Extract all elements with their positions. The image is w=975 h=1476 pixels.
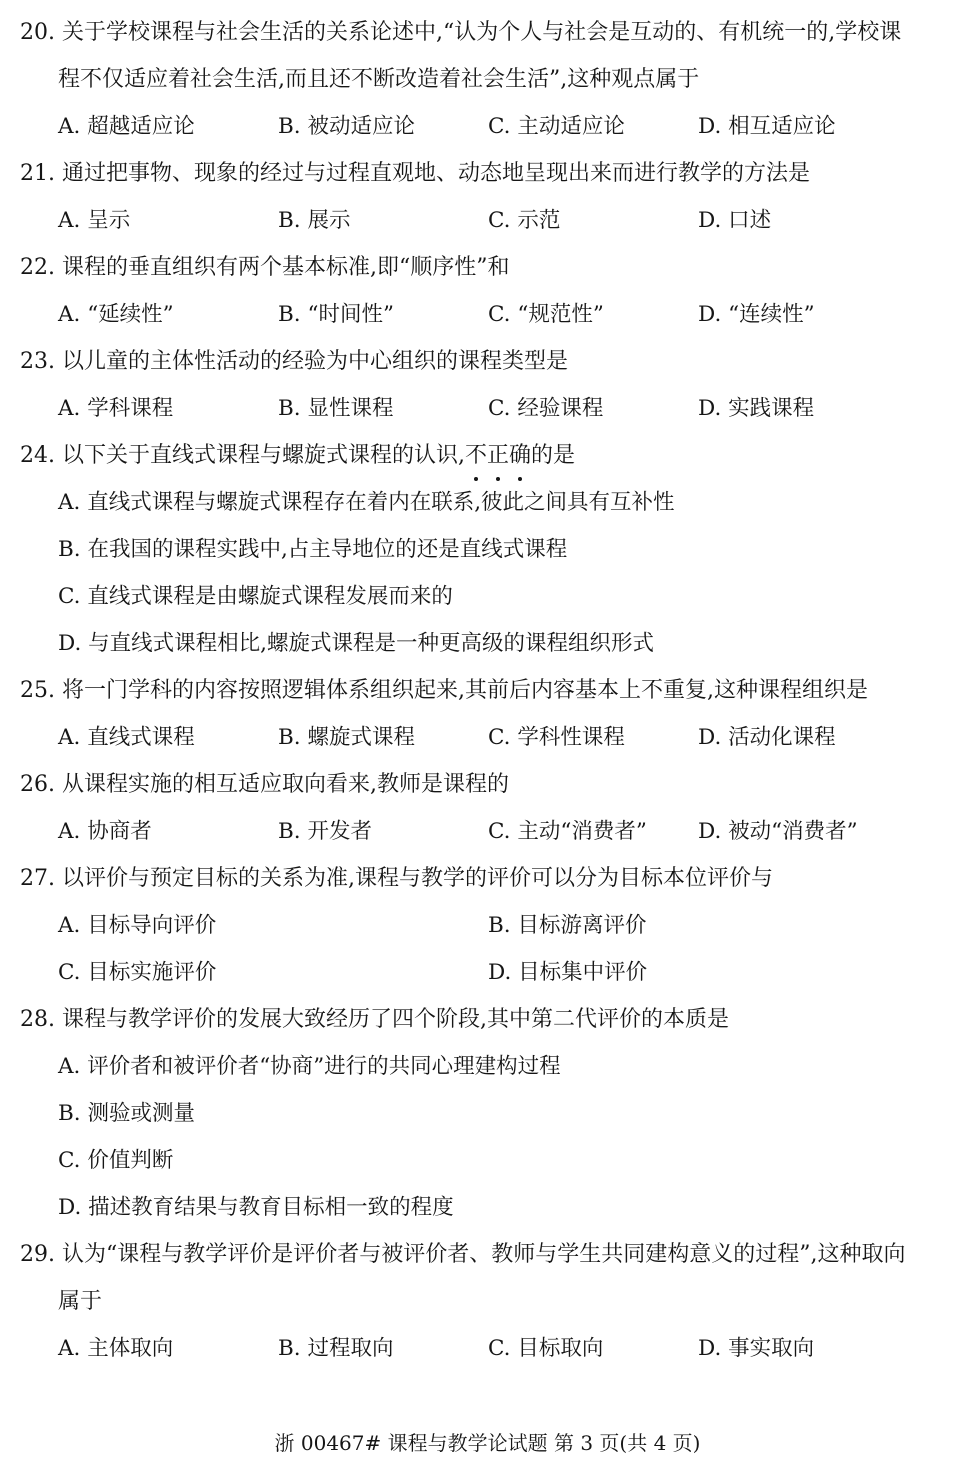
question-22-option-d: D. “连续性” xyxy=(698,302,815,327)
question-23-option-a: A. 学科课程 xyxy=(58,396,174,421)
question-20-option-b: B. 被动适应论 xyxy=(278,114,415,139)
question-26-option-a: A. 协商者 xyxy=(58,819,152,844)
question-29-stem-line-1: 29. 认为“课程与教学评价是评价者与被评价者、教师与学生共同建构意义的过程”,这种取向 xyxy=(20,1242,906,1267)
question-25-option-d: D. 活动化课程 xyxy=(698,725,836,750)
question-24-option-c: C. 直线式课程是由螺旋式课程发展而来的 xyxy=(58,584,453,609)
question-27-option-b: B. 目标游离评价 xyxy=(488,913,647,938)
question-26-option-c: C. 主动“消费者” xyxy=(488,819,647,844)
question-22-option-c: C. “规范性” xyxy=(488,302,604,327)
question-25-stem: 25. 将一门学科的内容按照逻辑体系组织起来,其前后内容基本上不重复,这种课程组织是 xyxy=(20,678,868,703)
question-25-option-b: B. 螺旋式课程 xyxy=(278,725,415,750)
question-26-option-b: B. 开发者 xyxy=(278,819,372,844)
question-21-option-a: A. 呈示 xyxy=(58,208,131,233)
question-22-option-b: B. “时间性” xyxy=(278,302,394,327)
question-28-option-c: C. 价值判断 xyxy=(58,1148,174,1173)
question-28-option-a: A. 评价者和被评价者“协商”进行的共同心理建构过程 xyxy=(58,1054,561,1079)
question-20-option-a: A. 超越适应论 xyxy=(58,114,195,139)
question-24-stem-suffix: 的是 xyxy=(531,443,576,468)
question-23-stem: 23. 以儿童的主体性活动的经验为中心组织的课程类型是 xyxy=(20,349,568,374)
question-25-option-c: C. 学科性课程 xyxy=(488,725,625,750)
question-21-stem: 21. 通过把事物、现象的经过与过程直观地、动态地呈现出来而进行教学的方法是 xyxy=(20,161,810,186)
question-23-option-d: D. 实践课程 xyxy=(698,396,815,421)
question-27-stem: 27. 以评价与预定目标的关系为准,课程与教学的评价可以分为目标本位评价与 xyxy=(20,866,773,891)
question-26-stem: 26. 从课程实施的相互适应取向看来,教师是课程的 xyxy=(20,772,509,797)
question-24-stem-emphasis: 不正确 xyxy=(465,443,531,468)
page-footer: 浙 00467# 课程与教学论试题 第 3 页(共 4 页) xyxy=(274,1431,701,1455)
emphasis-dot xyxy=(496,477,500,481)
question-24-stem xyxy=(20,441,575,471)
question-24-stem-prefix: 24. 以下关于直线式课程与螺旋式课程的认识, xyxy=(20,443,465,468)
emphasis-dot xyxy=(474,477,478,481)
question-24-option-b: B. 在我国的课程实践中,占主导地位的还是直线式课程 xyxy=(58,537,568,562)
question-27-option-a: A. 目标导向评价 xyxy=(58,913,217,938)
question-20-option-c: C. 主动适应论 xyxy=(488,114,625,139)
question-21-option-c: C. 示范 xyxy=(488,208,561,233)
question-22-stem: 22. 课程的垂直组织有两个基本标准,即“顺序性”和 xyxy=(20,255,510,280)
question-20-stem-line-2: 程不仅适应着社会生活,而且还不断改造着社会生活”,这种观点属于 xyxy=(58,67,700,92)
emphasis-dot xyxy=(518,477,522,481)
question-21-option-b: B. 展示 xyxy=(278,208,351,233)
question-22-option-a: A. “延续性” xyxy=(58,302,174,327)
question-28-stem: 28. 课程与教学评价的发展大致经历了四个阶段,其中第二代评价的本质是 xyxy=(20,1007,729,1032)
question-28-option-d: D. 描述教育结果与教育目标相一致的程度 xyxy=(58,1195,454,1220)
question-29-stem-line-2: 属于 xyxy=(58,1289,103,1314)
question-29-option-d: D. 事实取向 xyxy=(698,1336,815,1361)
question-21-option-d: D. 口述 xyxy=(698,208,772,233)
question-29-option-b: B. 过程取向 xyxy=(278,1336,394,1361)
question-24-option-d: D. 与直线式课程相比,螺旋式课程是一种更高级的课程组织形式 xyxy=(58,631,654,656)
question-20-stem-line-1: 20. 关于学校课程与社会生活的关系论述中,“认为个人与社会是互动的、有机统一的,学校课 xyxy=(20,20,902,45)
question-24-option-a: A. 直线式课程与螺旋式课程存在着内在联系,彼此之间具有互补性 xyxy=(58,490,675,515)
question-27-option-c: C. 目标实施评价 xyxy=(58,960,217,985)
question-26-option-d: D. 被动“消费者” xyxy=(698,819,858,844)
question-20-option-d: D. 相互适应论 xyxy=(698,114,836,139)
question-27-option-d: D. 目标集中评价 xyxy=(488,960,648,985)
question-28-option-b: B. 测验或测量 xyxy=(58,1101,195,1126)
question-23-option-c: C. 经验课程 xyxy=(488,396,604,421)
question-23-option-b: B. 显性课程 xyxy=(278,396,394,421)
question-25-option-a: A. 直线式课程 xyxy=(58,725,195,750)
question-29-option-a: A. 主体取向 xyxy=(58,1336,174,1361)
question-29-option-c: C. 目标取向 xyxy=(488,1336,604,1361)
